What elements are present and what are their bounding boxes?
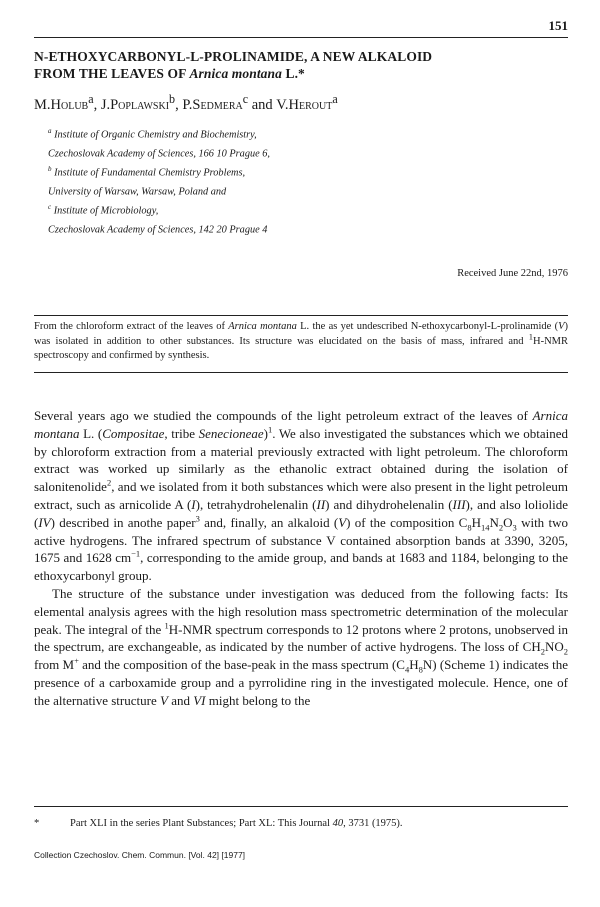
author-mark: a xyxy=(88,92,94,106)
author-mark: c xyxy=(242,92,249,106)
affiliation-line xyxy=(48,219,270,238)
author-separator: , xyxy=(93,96,101,113)
compound-label: IV xyxy=(38,514,51,530)
text: ) described in anothe paper xyxy=(50,514,196,530)
subscript: 8 xyxy=(467,522,472,533)
text: The structure of the substance under investigation was deduced from the following facts: Its elemental analysis agrees with the high resolution mass spectrometric determination of the molecular peak. The integral of the xyxy=(34,585,568,637)
body-paragraph-1 xyxy=(34,407,568,585)
author-name: M.Holub xyxy=(34,96,89,113)
footnote-text: Part XLI in the series Plant Substances; Part XL: This Journal xyxy=(70,818,333,829)
subscript: 2 xyxy=(563,646,568,657)
text: ) of the composition C xyxy=(346,514,468,530)
affiliation-line xyxy=(48,143,270,162)
affiliation-line xyxy=(48,200,270,219)
text: N xyxy=(489,514,499,530)
affiliation-mark: b xyxy=(48,165,52,174)
text: N) (Scheme 1) indicates the presence of a carboxamide group and a pyrrolidine ring in the investigated molecule. Hence, one of the alternative structure xyxy=(34,657,568,708)
received-date: Received June 22nd, 1976 xyxy=(457,268,568,279)
abstract-text: H-NMR spectroscopy and confirmed by synthesis. xyxy=(34,335,568,362)
journal-citation: Collection Czechoslov. Chem. Commun. [Vol. 42] [1977] xyxy=(34,850,246,860)
text: ) xyxy=(263,425,268,441)
text: with two active hydrogens. The infrared spectrum of substance V contained absorption bands at 3390, 3205, 1675 and 1628 cm xyxy=(34,514,568,566)
compound-label: V xyxy=(159,692,168,708)
compound-label: VI xyxy=(193,692,206,708)
header-rule xyxy=(34,37,568,38)
subscript: 8 xyxy=(418,664,423,675)
author-list xyxy=(34,92,338,114)
affiliation-text: Institute of Microbiology, xyxy=(53,205,159,217)
abstract-rule-bottom xyxy=(34,372,568,373)
footnote xyxy=(34,818,403,829)
text: L. ( xyxy=(79,425,103,441)
species-name: Arnica montana xyxy=(34,408,568,441)
affiliation-mark: a xyxy=(48,127,52,135)
article-title xyxy=(34,48,568,82)
text: and xyxy=(167,692,194,708)
text: H xyxy=(471,514,481,530)
abstract-text: L. the as yet undescribed N-ethoxycarbonyl-L-prolinamide ( xyxy=(296,321,559,332)
compound-label: I xyxy=(191,496,196,512)
subscript: 4 xyxy=(404,664,410,675)
text: ), tetrahydrohelenalin ( xyxy=(195,496,317,512)
abstract-rule-top xyxy=(34,315,568,316)
text: and, finally, an alkaloid ( xyxy=(199,514,339,530)
footnote-mark: * xyxy=(34,818,40,829)
text: O xyxy=(503,514,513,530)
affiliation-text: Czechoslovak Academy of Sciences, 166 10 Prague 6, xyxy=(48,148,270,160)
author-separator: , xyxy=(175,96,183,113)
author-mark: a xyxy=(332,92,338,106)
abstract-sup: 1 xyxy=(528,331,533,342)
text: , corresponding to the amide group, and bands at 1683 and 1184, belonging to the ethoxycarbonyl group. xyxy=(34,550,568,584)
text: might belong to the xyxy=(205,692,311,708)
affiliation-text: Institute of Fundamental Chemistry Problems, xyxy=(54,167,246,179)
subscript: 2 xyxy=(498,522,504,533)
author-name: J.Poplawski xyxy=(100,96,170,113)
text: . We also investigated the substances which we obtained by chloroform extraction from a material previously extracted with light petroleum. The chloroform extract was worked up similarly as the ethanolic extract obtained during the isolation of salonitenolide xyxy=(34,425,568,495)
article-body xyxy=(34,407,568,710)
title-suffix: L.* xyxy=(282,66,305,81)
text: , and we isolated from it both substances which were also present in the light petroleum extract, such as arnicolide A ( xyxy=(34,479,568,512)
reference-mark: 1 xyxy=(267,424,273,435)
compound-label: II xyxy=(316,496,326,512)
subscript: 3 xyxy=(512,522,517,533)
compound-label: V xyxy=(338,514,347,530)
affiliation-text: University of Warsaw, Warsaw, Poland and xyxy=(48,186,227,198)
subscript: 14 xyxy=(480,522,490,533)
reference-mark: 2 xyxy=(106,477,112,488)
affiliations xyxy=(48,124,270,238)
compound-label: III xyxy=(452,496,466,512)
superscript: + xyxy=(74,655,79,666)
text: H-NMR spectrum corresponds to 12 protons where 2 protons, unobserved in the spectrum, are exchangeable, as indicated by the number of active hydrogens. The loss of CH xyxy=(34,621,568,655)
reference-mark: 3 xyxy=(195,513,200,524)
text: and the composition of the base-peak in the mass spectrum (C xyxy=(78,657,405,673)
author-mark: b xyxy=(169,92,176,106)
title-line-2 xyxy=(34,65,568,82)
affiliation-text: Czechoslovak Academy of Sciences, 142 20 Prague 4 xyxy=(48,224,268,236)
body-paragraph-2 xyxy=(34,585,568,710)
affiliation-mark: c xyxy=(48,203,52,212)
footnote-rule xyxy=(34,806,568,807)
text: from M xyxy=(34,657,75,673)
text: , tribe xyxy=(164,425,199,441)
page-number: 151 xyxy=(548,18,568,33)
title-species: Arnica montana xyxy=(189,66,282,81)
abstract-compound: V xyxy=(558,321,565,332)
superscript: −1 xyxy=(131,549,141,560)
abstract-species: Arnica montana xyxy=(228,321,297,332)
family-name: Compositae xyxy=(102,425,165,441)
text: ) and dihydrohelenalin ( xyxy=(325,496,453,512)
affiliation-text: Institute of Organic Chemistry and Biochemistry, xyxy=(54,129,257,141)
abstract-text: ) was isolated in addition to other substances. Its structure was elucidated on the basis of mass, infrared and xyxy=(34,321,568,347)
text: H xyxy=(409,657,419,673)
abstract xyxy=(34,320,568,364)
affiliation-line xyxy=(48,162,270,181)
title-line-1: N-ETHOXYCARBONYL-L-PROLINAMIDE, A NEW ALKALOID xyxy=(34,49,433,64)
affiliation-line xyxy=(48,124,270,143)
author-and: and xyxy=(248,96,277,113)
affiliation-line xyxy=(48,181,270,200)
author-name: P.Sedmera xyxy=(182,96,243,113)
abstract-text: From the chloroform extract of the leaves of xyxy=(34,321,229,332)
text: NO xyxy=(544,639,564,655)
author-name: V.Herout xyxy=(276,96,333,113)
text: Several years ago we studied the compounds of the light petroleum extract of the leaves of xyxy=(34,408,533,423)
title-prefix: FROM THE LEAVES OF xyxy=(34,66,190,81)
footnote-text: , 3731 (1975). xyxy=(343,818,403,829)
superscript: 1 xyxy=(164,620,169,631)
tribe-name: Senecioneae xyxy=(198,425,264,441)
subscript: 2 xyxy=(540,646,545,657)
text: ), and also loliolide ( xyxy=(34,496,569,530)
footnote-volume: 40 xyxy=(332,818,344,829)
